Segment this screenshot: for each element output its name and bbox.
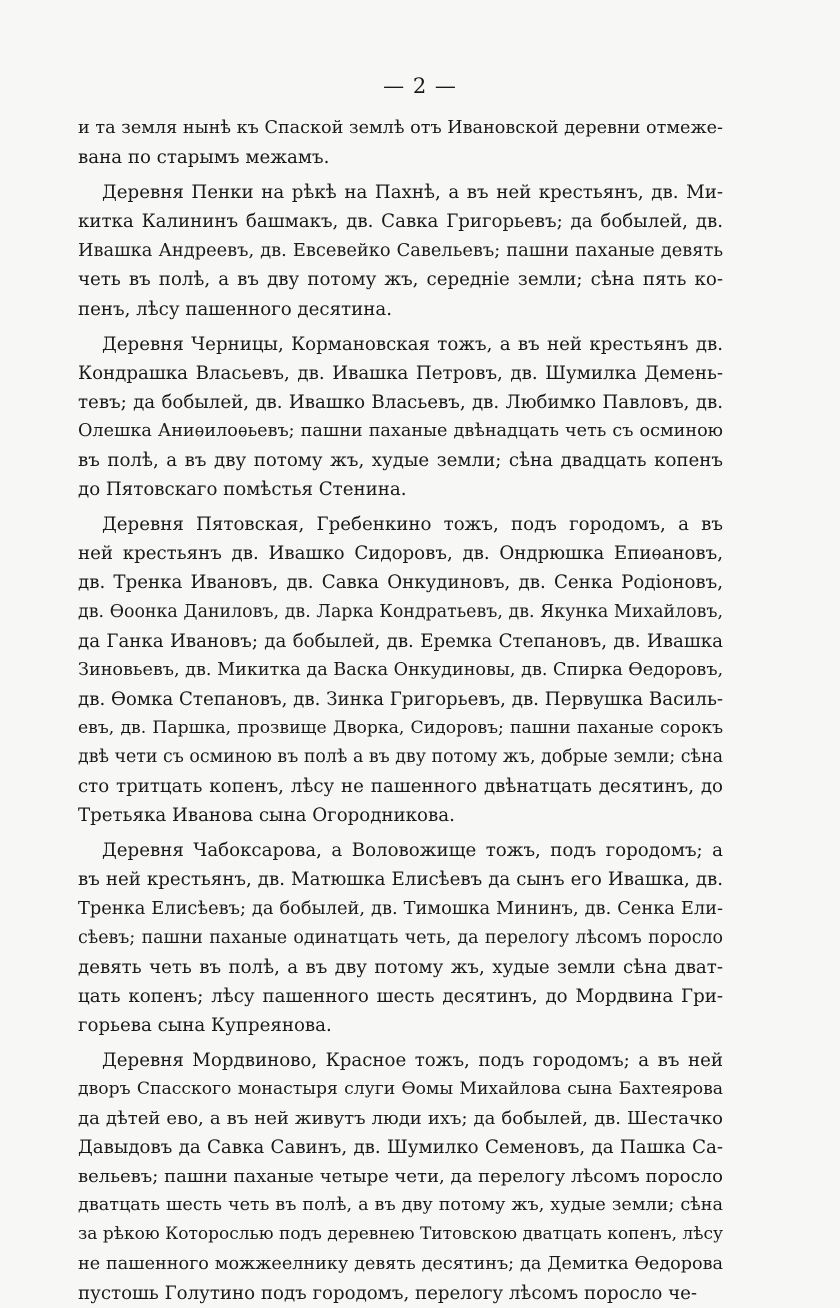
- text-line: до Пятовскаго помѣстья Стенина.: [78, 479, 407, 501]
- text-line: дворъ Спасского монастыря слуги Ѳомы Михайлова сына Бахтеярова: [78, 1079, 723, 1099]
- text-line: двѣ чети съ осминою въ полѣ а въ дву потому жъ, добрые земли; сѣна: [78, 746, 723, 767]
- text-line: Ивашка Андреевъ, дв. Евсевейко Савельевъ; пашни паханые девять: [78, 240, 723, 262]
- text-line: пустошь Голутино подъ городомъ, перелогу лѣсомъ поросло че-: [78, 1282, 698, 1304]
- page-text: [78, 114, 723, 1308]
- text-line: сто тритцать копенъ, лѣсу не пашенного двѣнатцать десятинъ, до: [78, 776, 723, 798]
- text-line: за рѣкою Которослью подъ деревнею Титовскою дватцать копенъ, лѣсу: [78, 1224, 723, 1245]
- paragraph: [78, 510, 723, 830]
- page-number: — 2 —: [383, 74, 457, 98]
- text-line: дватцать шесть четь въ полѣ, а въ дву потому жъ, худые земли; сѣна: [78, 1195, 723, 1216]
- text-line: вельевъ; пашни паханые четыре чети, да перелогу лѣсомъ поросло: [78, 1166, 723, 1188]
- text-line: дв. Ѳомка Степановъ, дв. Зинка Григорьевъ, дв. Первушка Василь-: [78, 688, 723, 710]
- paragraph: [78, 330, 723, 505]
- paragraph: [78, 178, 723, 323]
- paragraph: [78, 1046, 723, 1308]
- text-line: да дѣтей ево, а въ ней живутъ люди ихъ; да бобылей, дв. Шестачко: [78, 1108, 723, 1130]
- text-line: цать копенъ; лѣсу пашенного шесть десятинъ, до Мордвина Гри-: [78, 985, 723, 1007]
- text-line: Кондрашка Власьевъ, дв. Ивашка Петровъ, дв. Шумилка Демень-: [78, 362, 723, 384]
- text-line: сѣевъ; пашни паханые одинатцать четь, да перелогу лѣсомъ поросло: [78, 927, 723, 948]
- paragraph: [78, 836, 723, 1040]
- text-line: Третьяка Иванова сына Огородникова.: [78, 805, 455, 827]
- text-line: въ ней крестьянъ, дв. Матюшка Елисѣевъ да сынъ его Ивашка, дв.: [78, 869, 723, 891]
- text-line: Давыдовъ да Савка Савинъ, дв. Шумилко Семеновъ, да Пашка Са-: [78, 1137, 723, 1159]
- text-line: въ полѣ, а въ дву потому жъ, худые земли; сѣна двадцать копенъ: [78, 450, 723, 472]
- text-line: ней крестьянъ дв. Ивашко Сидоровъ, дв. Ондрюшка Епиѳановъ,: [78, 543, 723, 565]
- text-line: Деревня Черницы, Кормановская тожъ, а въ ней крестьянъ дв.: [102, 333, 723, 355]
- text-line: китка Калининъ башмакъ, дв. Савка Григорьевъ; да бобылей, дв.: [78, 211, 723, 233]
- text-line: Зиновьевъ, дв. Микитка да Васка Онкудиновы, дв. Спирка Ѳедоровъ,: [78, 659, 724, 680]
- text-line: дв. Тренка Ивановъ, дв. Савка Онкудиновъ, дв. Сенка Родіоновъ,: [78, 572, 723, 594]
- text-line: да Ганка Ивановъ; да бобылей, дв. Еремка Степановъ, дв. Ивашка: [78, 630, 723, 652]
- paragraph: [78, 114, 723, 172]
- text-line: пенъ, лѣсу пашенного десятина.: [78, 298, 392, 320]
- text-line: евъ, дв. Паршка, прозвище Дворка, Сидоровъ; пашни паханые сорокъ: [78, 717, 723, 738]
- text-line: дв. Ѳоонка Даниловъ, дв. Ларка Кондратьевъ, дв. Якунка Михайловъ,: [78, 601, 723, 622]
- text-line: Деревня Мордвиново, Красное тожъ, подъ городомъ; а въ ней: [102, 1049, 723, 1071]
- text-line: Олешка Аниѳилоѳьевъ; пашни паханые двѣнадцать четь съ осминою: [78, 420, 723, 441]
- text-line: горьева сына Купреянова.: [78, 1014, 332, 1036]
- text-line: девять четь въ полѣ, а въ дву потому жъ, худые земли сѣна дват-: [78, 956, 723, 978]
- text-line: Деревня Пенки на рѣкѣ на Пахнѣ, а въ ней крестьянъ, дв. Ми-: [102, 182, 723, 204]
- text-line: четь въ полѣ, а въ дву потому жъ, середніе земли; сѣна пять ко-: [78, 269, 723, 291]
- text-line: тевъ; да бобылей, дв. Ивашко Власьевъ, дв. Любимко Павловъ, дв.: [78, 391, 723, 413]
- text-line: Деревня Пятовская, Гребенкино тожъ, подъ городомъ, а въ: [102, 514, 723, 536]
- text-line: вана по старымъ межамъ.: [78, 147, 330, 169]
- text-line: Деревня Чабоксарова, а Воловожище тожъ, подъ городомъ; а: [102, 840, 723, 862]
- text-line: не пашенного можжеелнику девять десятинъ; да Демитка Ѳедорова: [78, 1253, 723, 1274]
- text-line: и та земля нынѣ къ Спаской землѣ отъ Ивановской деревни отмеже-: [78, 118, 723, 138]
- text-line: Тренка Елисѣевъ; да бобылей, дв. Тимошка Мининъ, дв. Сенка Ели-: [78, 898, 723, 920]
